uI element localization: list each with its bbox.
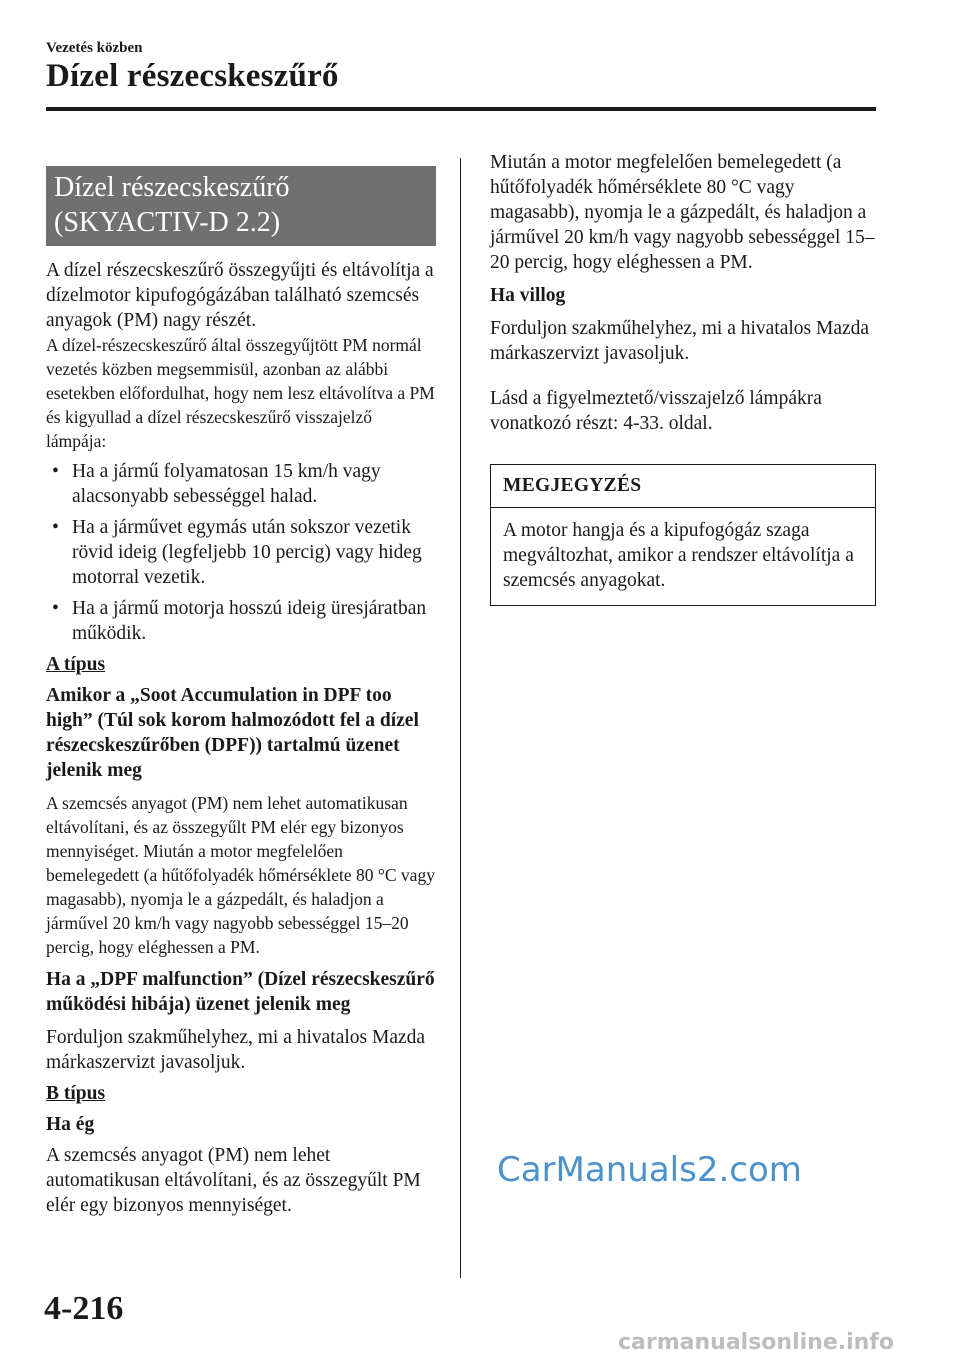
flashing-heading: Ha villog	[490, 285, 566, 306]
soot-message-heading: Amikor a „Soot Accumulation in DPF too high” (Túl sok korom halmozódott fel a dízel részecskeszűrőben (DPF)) tartalmú üzenet jelenik meg	[46, 685, 419, 781]
intro-paragraph: A dízel részecskeszűrő összegyűjti és eltávolítja a dízelmotor kipufogógázában található szemcsés anyagok (PM) nagy részét.	[46, 260, 434, 331]
carmanuals-watermark[interactable]: CarManuals2.com	[497, 1150, 802, 1190]
column-divider	[460, 158, 461, 1278]
section-heading-box: Dízel részecskeszűrő (SKYACTIV-D 2.2)	[46, 166, 436, 246]
list-item: • Ha a jármű motorja hosszú ideig üresjáratban működik.	[46, 596, 436, 646]
site-watermark[interactable]: carmanualsonline.info	[618, 1330, 894, 1355]
flashing-text: Forduljon szakműhelyhez, mi a hivatalos Mazda márkaszervizt javasoljuk.	[490, 318, 870, 364]
note-text: A motor hangja és a kipufogógáz szaga megváltozhat, amikor a rendszer eltávolítja a szemcsés anyagokat.	[503, 520, 854, 591]
section-label: Vezetés közben	[46, 40, 143, 56]
lit-heading: Ha ég	[46, 1114, 95, 1135]
malfunction-text: Forduljon szakműhelyhez, mi a hivatalos Mazda márkaszervizt javasoljuk.	[46, 1027, 426, 1073]
page-number: 4-216	[44, 1290, 124, 1327]
note-title: MEGJEGYZÉS	[491, 465, 875, 508]
continued-text: Miután a motor megfelelően bemelegedett (a hűtőfolyadék hőmérséklete 80 °C vagy magasabb), nyomja le a gázpedált, és haladjon a járművel 20 km/h vagy nagyobb sebességgel 15–20 percig, hogy eléghessen a PM.	[490, 152, 875, 273]
note-box	[490, 464, 876, 606]
title-rule	[46, 107, 876, 111]
left-column	[46, 166, 436, 1218]
type-b-title: B típus	[46, 1083, 106, 1104]
list-item: • Ha a járművet egymás után sokszor vezetik rövid ideig (legfeljebb 10 percig) vagy hideg motorral vezetik.	[46, 515, 436, 590]
reference-text: Lásd a figyelmeztető/visszajelző lámpákra vonatkozó részt: 4-33. oldal.	[490, 388, 822, 434]
type-a-title: A típus	[46, 654, 106, 675]
malfunction-heading: Ha a „DPF malfunction” (Dízel részecskeszűrő működési hibája) üzenet jelenik meg	[46, 969, 435, 1015]
soot-message-text: A szemcsés anyagot (PM) nem lehet automatikusan eltávolítani, és az összegyűlt PM elér egy bizonyos mennyiséget. Miután a motor megfelelően bemelegedett (a hűtőfolyadék hőmérséklete 80 °C vagy magasabb), nyomja le a gázpedált, és haladjon a járművel 20 km/h vagy nagyobb sebességgel 15–20 percig, hogy eléghessen a PM.	[46, 793, 435, 957]
lit-text: A szemcsés anyagot (PM) nem lehet automatikusan eltávolítani, és az összegyűlt PM elér egy bizonyos mennyiséget.	[46, 1145, 421, 1216]
list-item: • Ha a jármű folyamatosan 15 km/h vagy alacsonyabb sebességgel halad.	[46, 459, 436, 509]
page-title: Dízel részecskeszűrő	[46, 58, 339, 94]
collection-paragraph: A dízel-részecskeszűrő által összegyűjtött PM normál vezetés közben megsemmisül, azonban az alábbi esetekben előfordulhat, hogy nem lesz eltávolítva a PM és kigyullad a dízel részecskeszűrő visszajelző lámpája:	[46, 335, 435, 451]
right-column	[490, 150, 876, 606]
condition-list	[46, 459, 436, 646]
